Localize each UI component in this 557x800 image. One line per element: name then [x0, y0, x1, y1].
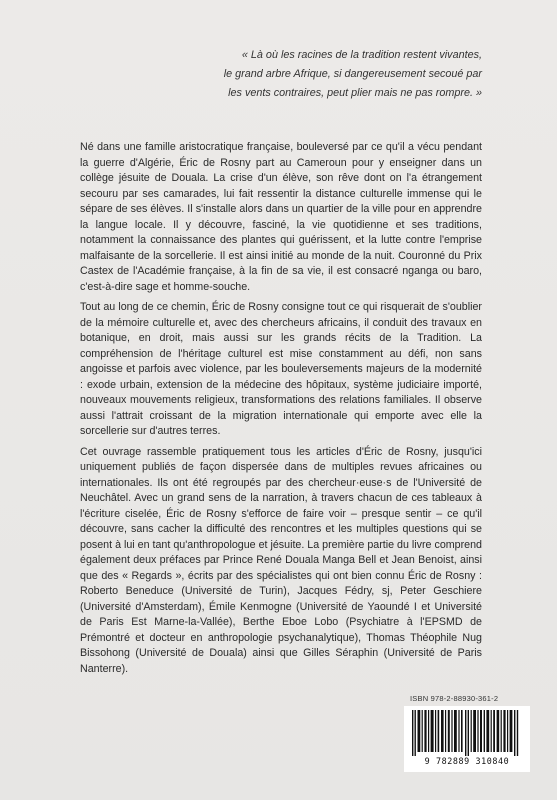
barcode	[404, 706, 530, 772]
epigraph-line: « Là où les racines de la tradition restent vivantes,	[241, 49, 482, 61]
epigraph	[96, 46, 482, 103]
epigraph-line: les vents contraires, peut plier mais ne pas rompre. »	[228, 87, 482, 99]
paragraph: Né dans une famille aristocratique française, bouleversé par ce qu'il a vécu pendant la guerre d'Algérie, Éric de Rosny part au Cameroun pour y enseigner dans un collège jésuite de Douala. La crise d'un élève, son rêve dont on l'a étrangement secouru par ses camarades, lui fait ressentir la distance culturelle immense qui le sépare de ses élèves. Il s'installe alors dans un quartier de la ville pour en apprendre la langue locale. Il y découvre, fasciné, la vie quotidienne et ses traditions, notamment la connaissance des plantes qui guérissent, et la lutte contre l'emprise malfaisante de la sorcellerie. Il est ainsi initié au monde de la nuit. Couronné du Prix Castex de l'Académie française, à la fin de sa vie, il est consacré nganga ou baro, c'est-à-dire sage et homme-souche.	[80, 141, 482, 293]
isbn-label: ISBN 978-2-88930-361-2	[410, 694, 499, 703]
barcode-bars-icon	[410, 710, 524, 756]
paragraph: Tout au long de ce chemin, Éric de Rosny consigne tout ce qui risquerait de s'oublier de la mémoire culturelle et, avec des chercheurs africains, il conduit des travaux en botanique, en droit, mais aussi sur les grands récits de la Tradition. La compréhension de l'héritage culturel est mise constamment au défi, non sans angoisse et parfois avec violence, par les bouleversements majeurs de la modernité : exode urbain, extension de la médecine des hôpitaux, système judiciaire importé, nouveaux mouvements religieux, transformations des relations familiales. Il observe aussi l'attrait croissant de la migration internationale qui emporte avec elle la sorcellerie sur d'autres terres.	[80, 301, 482, 437]
epigraph-line: le grand arbre Afrique, si dangereusement secoué par	[223, 68, 482, 80]
paragraph: Cet ouvrage rassemble pratiquement tous les articles d'Éric de Rosny, jusqu'ici uniquement publiés de façon dispersée dans de multiples revues africaines ou internationales. Ils ont été regroupés par des chercheur·euse·s de l'Université de Neuchâtel. Avec un grand sens de la narration, à travers chacun de ces tableaux à l'écriture ciselée, Éric de Rosny s'efforce de faire voir – presque sentir – ce qu'il découvre, sans cacher la difficulté des rencontres et les multiples questions qui se posent à lui en tant qu'anthropologue et jésuite. La première partie du livre comprend également deux préfaces par Prince René Douala Manga Bell et Jean Benoist, ainsi que des « Regards », écrits par des spécialistes qui ont bien connu Éric de Rosny : Roberto Beneduce (Université de Turin), Jacques Fédry, sj, Peter Geschiere (Université d'Amsterdam), Émile Kenmogne (Université de Yaoundé I et Université de Paris Est Marne-la-Vallée), Berthe Eboe Lobo (Psychiatre à l'EPSMD de Prémontré et docteur en anthropologie psychanalytique), Thomas Théophile Nug Bissohong (Université de Douala) ainsi que Gilles Séraphin (Université de Paris Nanterre).	[80, 445, 482, 675]
barcode-digits: 9 782889 310840	[424, 756, 510, 766]
blurb-text	[80, 140, 482, 682]
